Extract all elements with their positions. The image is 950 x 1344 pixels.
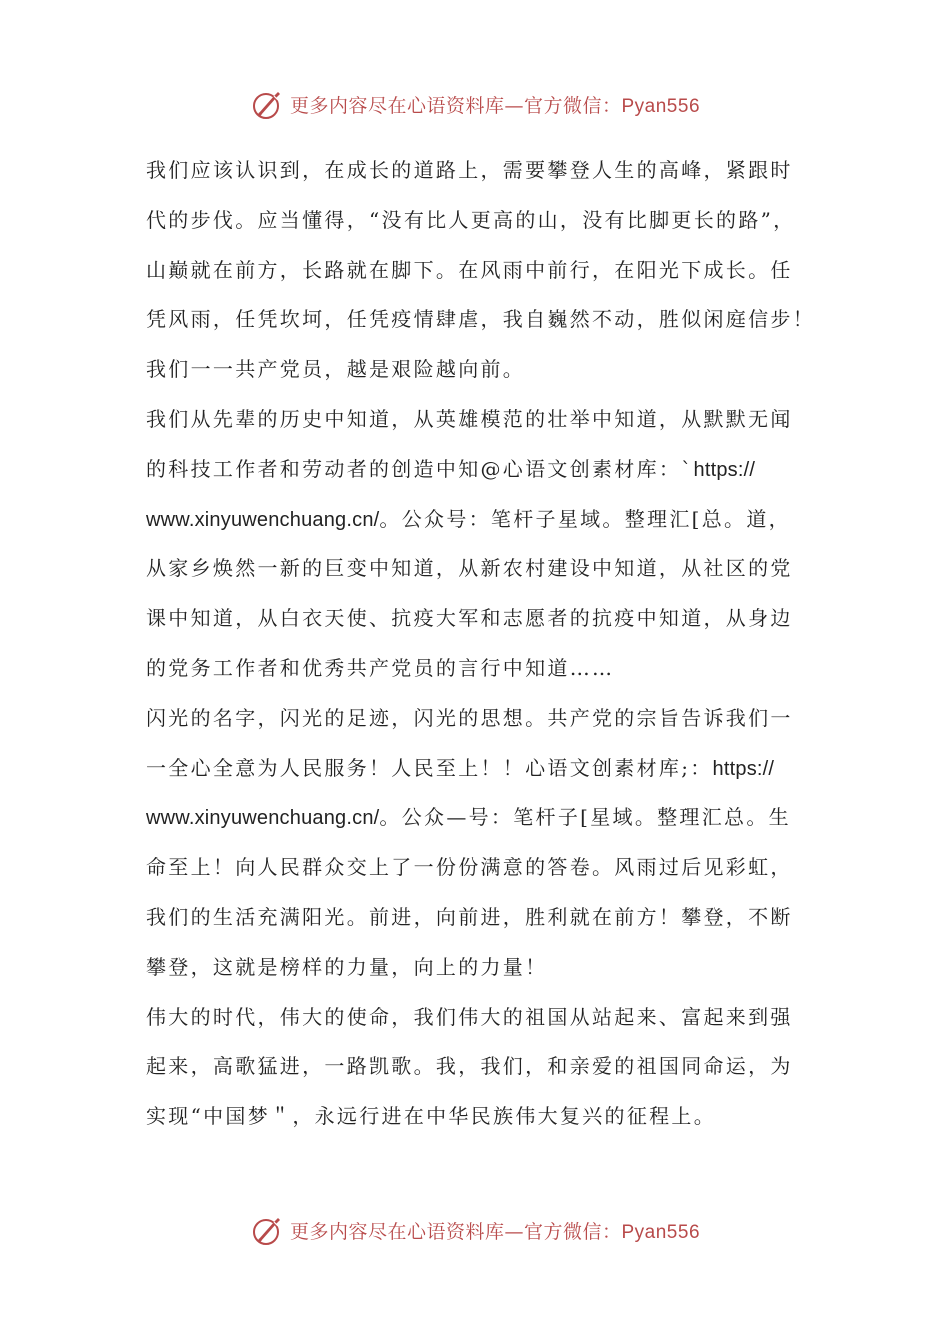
pen-logo-icon [250,1212,286,1248]
text-line: 课中知道，从白衣天使、抗疫大军和志愿者的抗疫中知道，从身边 [146,606,793,631]
banner-wechat-id: Pyan556 [621,1221,701,1243]
text-line [146,793,810,843]
paragraph [146,146,815,395]
document-body [146,146,815,1142]
text-line: 的党务工作者和优秀共产党员的言行中知道…… [146,655,615,680]
text-line: 从家乡焕然一新的巨变中知道，从新农村建设中知道，从社区的党 [146,556,793,581]
text-line: 闪光的名字，闪光的足迹，闪光的思想。共产党的宗旨告诉我们一 [146,705,793,730]
text-line [146,744,810,794]
banner-text [290,91,700,118]
banner-slogan: 更多内容尽在心语资料库—官方微信： [289,94,622,117]
text-line [146,495,810,545]
url-text: www.xinyuwenchuang.cn/ [146,508,380,531]
text-line: 实现“中国梦＂，永远行进在中华民族伟大复兴的征程上。 [146,1104,717,1129]
paragraph [146,395,810,694]
text-segment: 的科技工作者和劳动者的创造中知@心语文创素材库：` [146,456,694,481]
text-line: 攀登，这就是榜样的力量，向上的力量！ [146,954,548,979]
banner-slogan: 更多内容尽在心语资料库—官方微信： [289,1220,622,1243]
url-text: https:// [712,757,775,780]
text-line: 伟大的时代，伟大的使命，我们伟大的祖国从站起来、富起来到强 [146,1004,793,1029]
text-segment: 一全心全意为人民服务！人民至上！！心语文创素材库;： [146,755,713,780]
text-line: 我们的生活充满阳光。前进，向前进，胜利就在前方！攀登，不断 [146,904,793,929]
paragraph [146,694,810,993]
text-line: 山巅就在前方，长路就在脚下。在风雨中前行，在阳光下成长。任 [146,257,793,282]
pen-logo-icon [250,86,286,122]
text-segment: 。公众—号：笔杆子[星域。整理汇总。生 [379,805,791,830]
footer-banner [0,1208,950,1252]
text-line: 我们一一共产党员，越是艰险越向前。 [146,357,526,382]
text-line: 代的步伐。应当懂得，“没有比人更高的山，没有比脚更长的路”， [146,207,796,232]
text-line: 我们从先辈的历史中知道，从英雄模范的壮举中知道，从默默无闻 [146,406,793,431]
text-line: 我们应该认识到，在成长的道路上，需要攀登人生的高峰，紧跟时 [146,158,793,182]
text-line: 凭风雨，任凭坎坷，任凭疫情肆虐，我自巍然不动，胜似闲庭信步！ [146,307,815,332]
url-text: https:// [693,458,756,481]
header-banner [0,82,950,126]
text-line: 起来，高歌猛进，一路凯歌。我，我们，和亲爱的祖国同命运，为 [146,1054,793,1079]
paragraph [146,993,810,1142]
banner-wechat-id: Pyan556 [621,95,701,117]
text-segment: 。公众号：笔杆子星域。整理汇[总。道， [379,506,791,531]
url-text: www.xinyuwenchuang.cn/ [146,807,380,830]
text-line: 命至上！向人民群众交上了一份份满意的答卷。风雨过后见彩虹， [146,855,793,880]
banner-text [290,1217,700,1244]
text-line [146,445,810,495]
